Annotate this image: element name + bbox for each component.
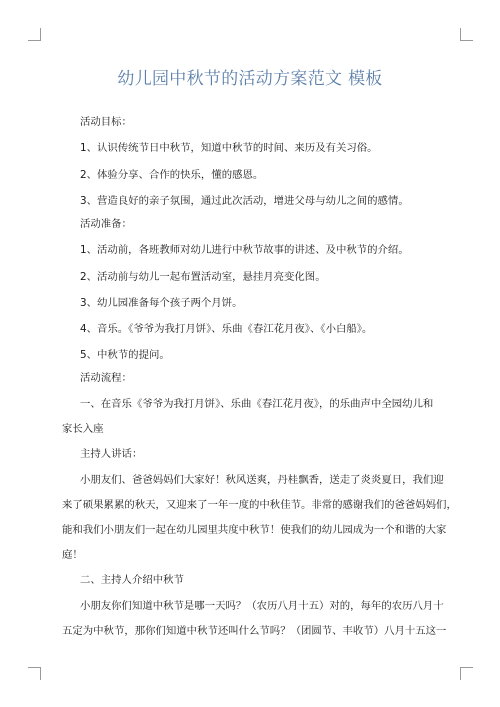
host-speech-line: 小朋友们、爸爸妈妈们大家好！秋风送爽，丹桂飘香，送走了炎炎夏日，我们迎	[80, 474, 444, 486]
process-step-line: 一、在音乐《爷爷为我打月饼》、乐曲《春江花月夜》，的乐曲声中全园幼儿和	[80, 398, 434, 410]
prep-item: 4、音乐。《爷爷为我打月饼》、乐曲《春江花月夜》、《小白船》。	[80, 323, 373, 335]
prep-item: 3、幼儿园准备每个孩子两个月饼。	[80, 297, 243, 309]
goals-heading: 活动目标：	[80, 116, 132, 128]
host-speech-line: 庭！	[62, 549, 83, 561]
host-speech-line: 能和我们小朋友们一起在幼儿园里共度中秋节！使我们的幼儿园成为一个和谐的大家	[62, 524, 447, 536]
goal-item: 2、体验分享、合作的快乐，懂的感恩。	[80, 169, 264, 181]
prep-item: 2、活动前与幼儿一起布置活动室，悬挂月亮变化图。	[80, 271, 326, 283]
process-step-line: 家长入座	[62, 423, 104, 435]
prep-item: 5、中秋节的提问。	[80, 349, 170, 361]
host-speech-heading: 主持人讲话：	[80, 448, 143, 460]
goal-item: 1、认识传统节日中秋节，知道中秋节的时间、来历及有关习俗。	[80, 142, 378, 154]
section-paragraph-line: 小朋友你们知道中秋节是哪一天吗？（农历八月十五）对的，每年的农历八月十	[80, 600, 444, 612]
crop-mark-top-right	[460, 28, 473, 41]
host-speech-line: 来了硕果累累的秋天，又迎来了一年一度的中秋佳节。非常的感谢我们的爸爸妈妈们，	[62, 499, 457, 511]
goal-item: 3、营造良好的亲子氛围，通过此次活动，增进父母与幼儿之间的感情。	[80, 195, 409, 207]
prep-heading: 活动准备：	[80, 218, 132, 230]
crop-mark-bottom-right	[460, 667, 473, 680]
prep-item: 1、活动前，各班教师对幼儿进行中秋节故事的讲述、及中秋节的介绍。	[80, 244, 409, 256]
crop-mark-bottom-left	[28, 667, 41, 680]
document-title: 幼儿园中秋节的活动方案范文 模板	[117, 69, 383, 89]
process-heading: 活动流程：	[80, 372, 132, 384]
section-paragraph-line: 五定为中秋节，那你们知道中秋节还叫什么节吗？（团圆节、丰收节）八月十五这一	[62, 625, 447, 637]
crop-mark-top-left	[28, 28, 41, 41]
section-heading: 二、主持人介绍中秋节	[80, 574, 184, 586]
